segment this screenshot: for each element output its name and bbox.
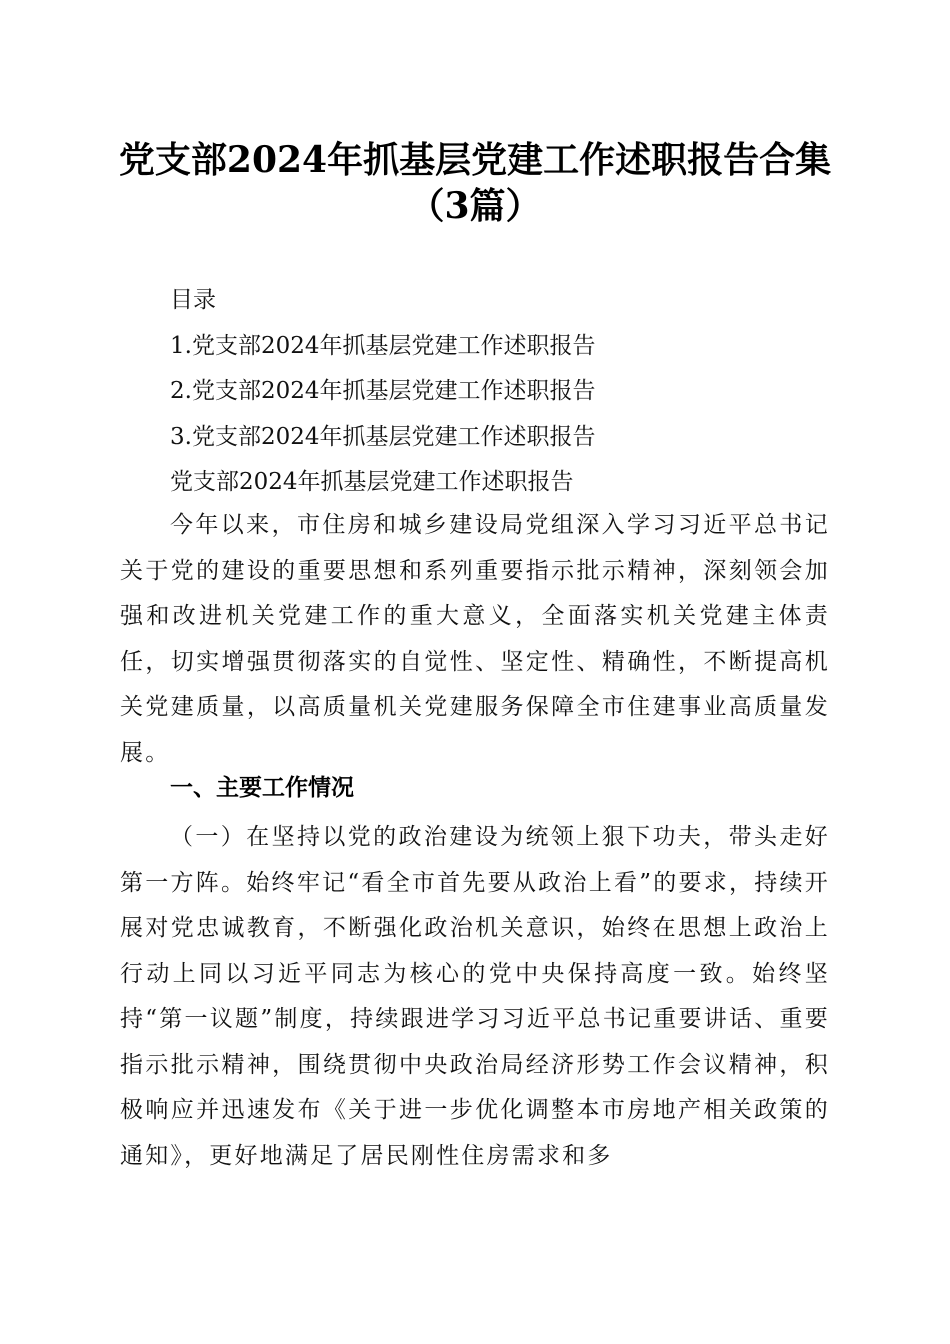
body-paragraph: （一）在坚持以党的政治建设为统领上狠下功夫，带头走好第一方阵。始终牢记“看全市首先要从政治上看”的要求，持续开展对党忠诚教育，不断强化政治机关意识，始终在思想上政治上行动上同以习近平同志为核心的党中央保持高度一致。始终坚持“第一议题”制度，持续跟进学习习近平总书记重要讲话、重要指示批示精神，围绕贯彻中央政治局经济形势工作会议精神，积极响应并迅速发布《关于进一步优化调整本市房地产相关政策的通知》，更好地满足了居民刚性住房需求和多: [120, 824, 830, 1169]
section-heading: 一、主要工作情况: [170, 775, 354, 801]
table-of-contents: [170, 278, 595, 506]
toc-label: 目录: [170, 287, 216, 313]
toc-item: 2.党支部2024年抓基层党建工作述职报告: [170, 378, 596, 404]
document-title: 党支部2024年抓基层党建工作述职报告合集: [118, 139, 832, 181]
intro-paragraph: 今年以来，市住房和城乡建设局党组深入学习习近平总书记关于党的建设的重要思想和系列重要指示批示精神，深刻领会加强和改进机关党建工作的重大意义，全面落实机关党建主体责任，切实增强贯彻落实的自觉性、坚定性、精确性，不断提高机关党建质量，以高质量机关党建服务保障全市住建事业高质量发展。: [120, 512, 830, 766]
toc-item: 3.党支部2024年抓基层党建工作述职报告: [170, 423, 596, 450]
document-title-subtitle: （3篇）: [408, 185, 542, 227]
article-title: 党支部2024年抓基层党建工作述职报告: [170, 469, 574, 495]
toc-item: 1.党支部2024年抓基层党建工作述职报告: [170, 332, 596, 359]
